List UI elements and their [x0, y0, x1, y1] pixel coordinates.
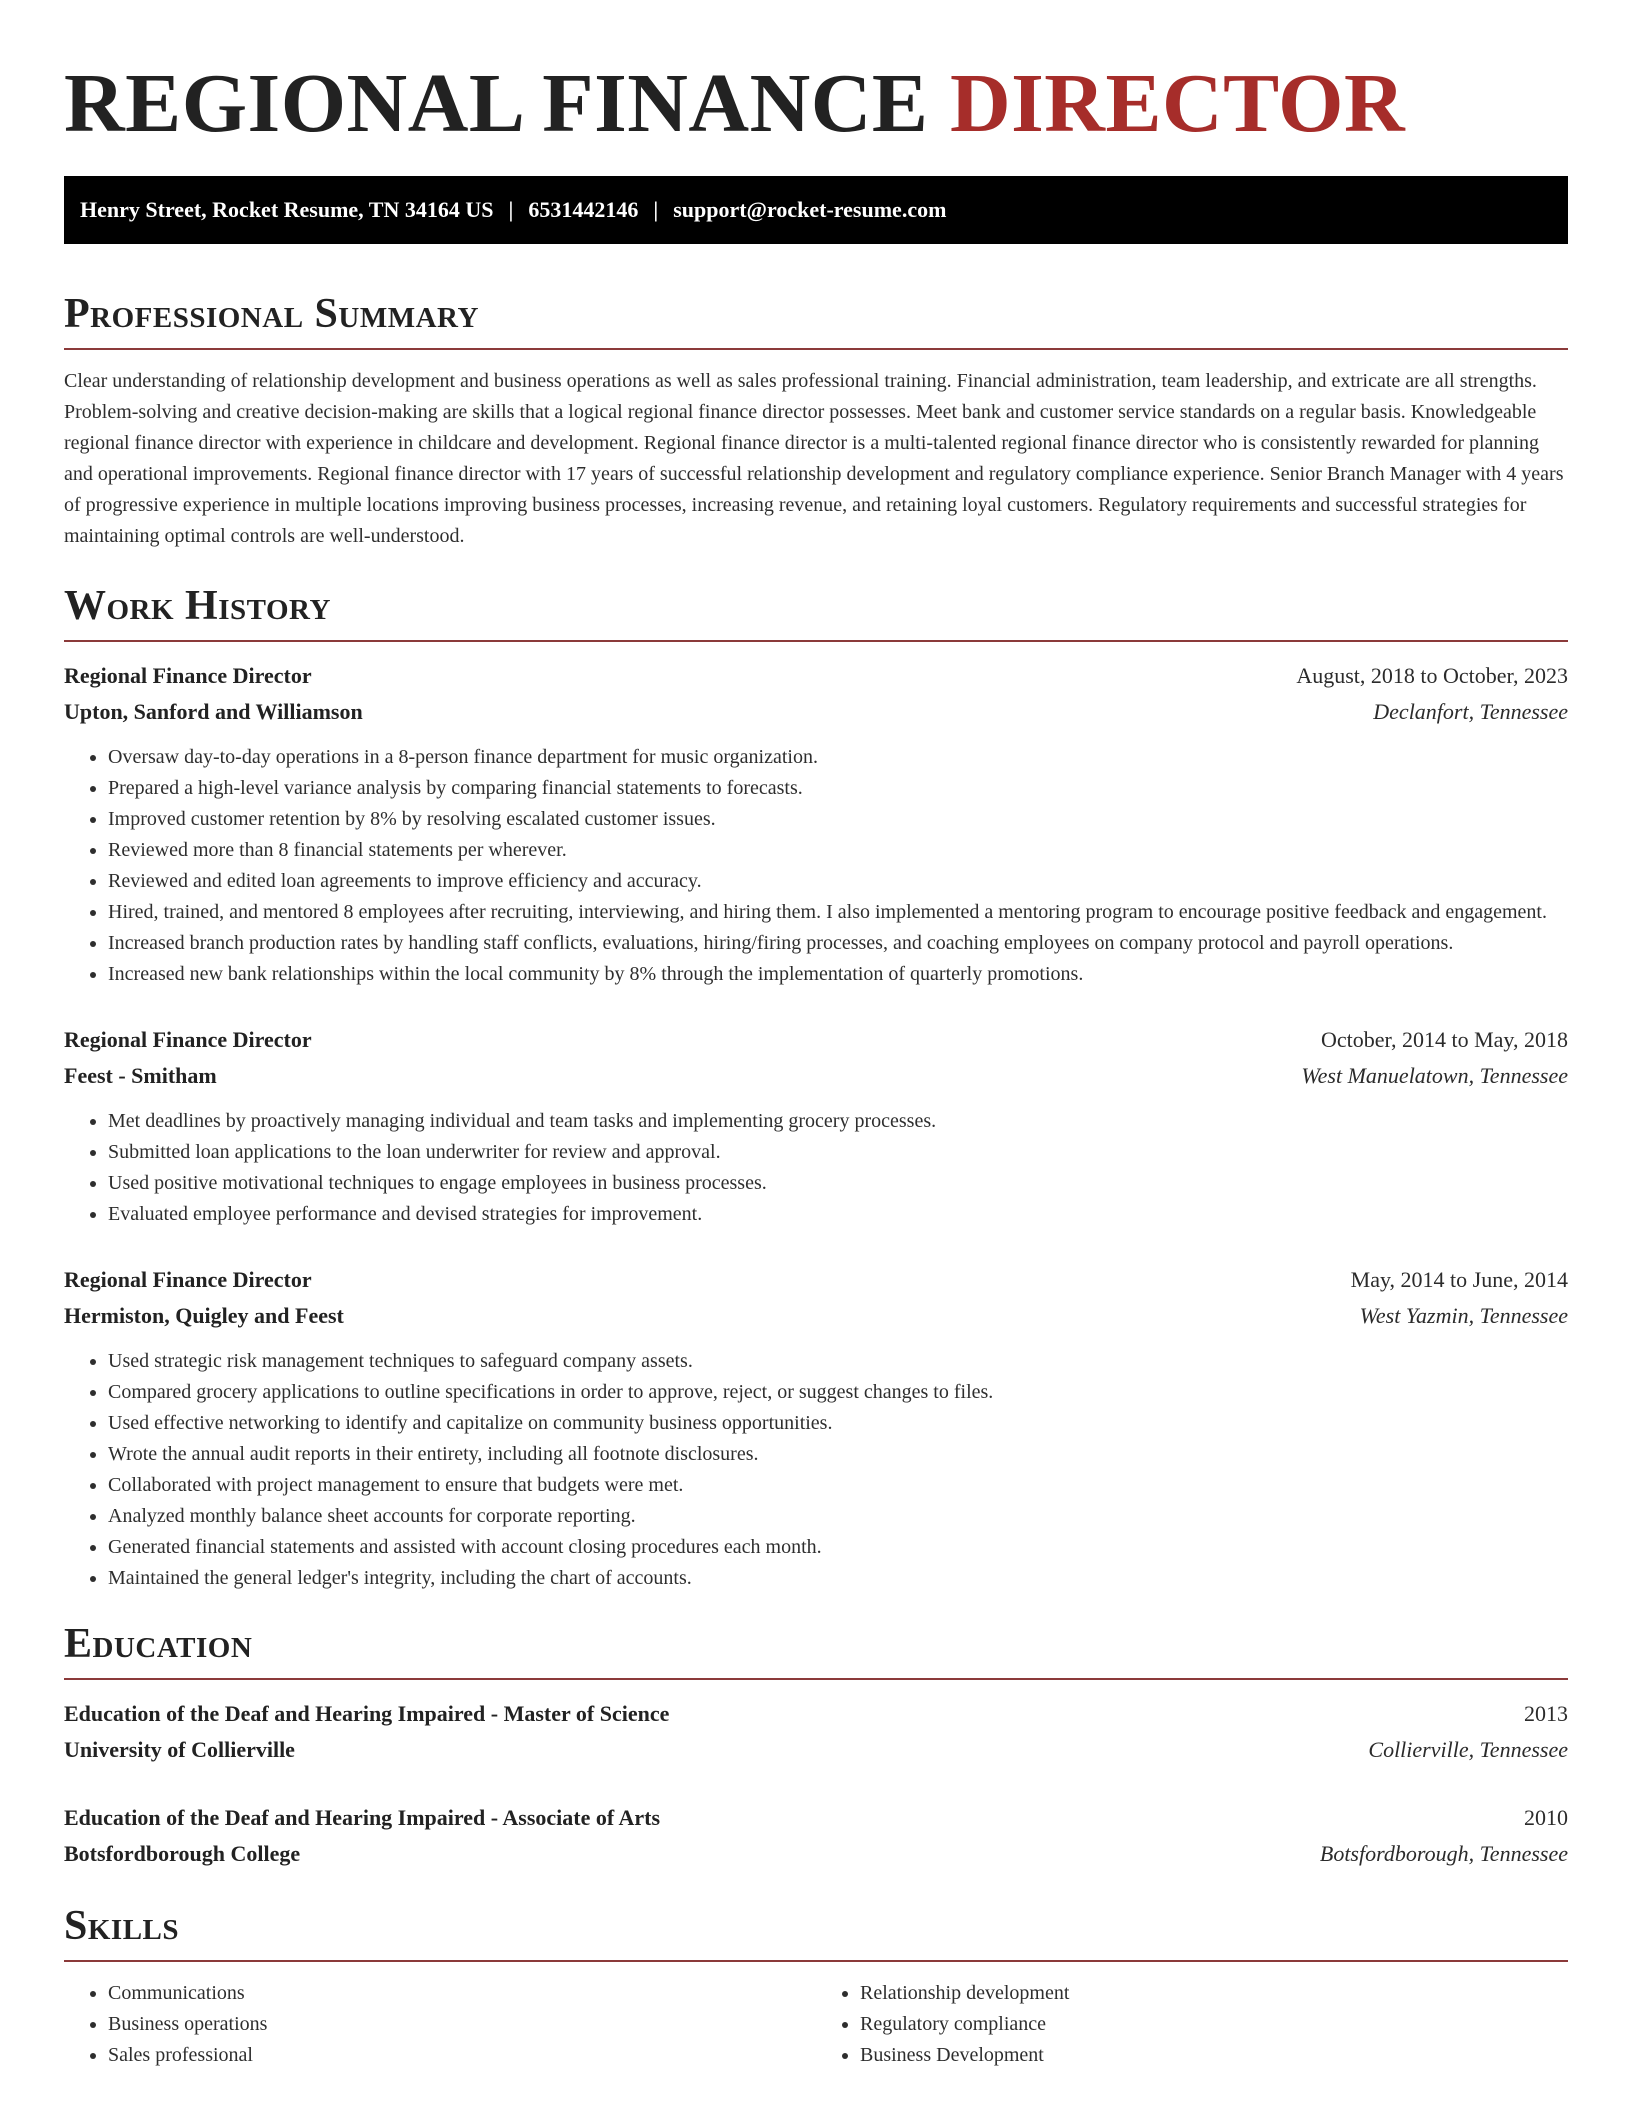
job-location: West Manuelatown, Tennessee	[1301, 1063, 1568, 1088]
resume-title	[64, 0, 1568, 176]
skills-column-left	[64, 1978, 816, 2071]
job-bullet: • Analyzed monthly balance sheet accounts for corporate reporting.	[108, 1501, 1568, 1532]
job-dates: May, 2014 to June, 2014	[1350, 1267, 1568, 1292]
skill-item: • Communications	[108, 1978, 816, 2009]
education-school: University of Collierville	[64, 1737, 295, 1762]
education-school: Botsfordborough College	[64, 1841, 301, 1866]
job-bullet: • Reviewed and edited loan agreements to improve efficiency and accuracy.	[108, 866, 1568, 897]
job-location: Declanfort, Tennessee	[1373, 699, 1568, 724]
job-bullet: • Reviewed more than 8 financial statements per wherever.	[108, 835, 1568, 866]
skill-item: • Business Development	[860, 2040, 1568, 2071]
job-bullet: • Collaborated with project management to ensure that budgets were met.	[108, 1470, 1568, 1501]
education-year: 2013	[1524, 1701, 1568, 1726]
job-company: Hermiston, Quigley and Feest	[64, 1303, 344, 1328]
skill-item: • Regulatory compliance	[860, 2009, 1568, 2040]
education-degree: Education of the Deaf and Hearing Impaired - Master of Science	[64, 1701, 670, 1726]
job-bullet: • Oversaw day-to-day operations in a 8-person finance department for music organization.	[108, 742, 1568, 773]
job-bullet: • Increased branch production rates by handling staff conflicts, evaluations, hiring/firing processes, and coaching employees on company protocol and payroll operations.	[108, 928, 1568, 959]
skill-item: • Business operations	[108, 2009, 816, 2040]
contact-address: Henry Street, Rocket Resume, TN 34164 US	[80, 197, 494, 222]
job-entry	[64, 658, 1568, 990]
job-title: Regional Finance Director	[64, 1267, 312, 1292]
job-bullet: • Met deadlines by proactively managing individual and team tasks and implementing grocery processes.	[108, 1106, 1568, 1137]
job-bullet: • Compared grocery applications to outline specifications in order to approve, reject, or suggest changes to files.	[108, 1377, 1568, 1408]
job-bullet: • Used effective networking to identify and capitalize on community business opportunities.	[108, 1408, 1568, 1439]
education-section	[64, 1618, 1568, 1872]
job-entry	[64, 1022, 1568, 1230]
job-bullet: • Generated financial statements and assisted with account closing procedures each month.	[108, 1532, 1568, 1563]
skills-section	[64, 1900, 1568, 2071]
job-company: Upton, Sanford and Williamson	[64, 699, 363, 724]
job-bullet: • Improved customer retention by 8% by resolving escalated customer issues.	[108, 804, 1568, 835]
job-company: Feest - Smitham	[64, 1063, 217, 1088]
job-bullet: • Prepared a high-level variance analysis by comparing financial statements to forecasts.	[108, 773, 1568, 804]
contact-separator: |	[508, 197, 514, 222]
work-history-section	[64, 580, 1568, 1594]
job-bullet: • Hired, trained, and mentored 8 employees after recruiting, interviewing, and hiring them. I also implemented a mentoring program to encourage positive feedback and engagement.	[108, 897, 1568, 928]
section-title-education: Education	[64, 1618, 1568, 1680]
education-location: Collierville, Tennessee	[1368, 1737, 1568, 1762]
job-title: Regional Finance Director	[64, 1027, 312, 1052]
job-location: West Yazmin, Tennessee	[1359, 1303, 1568, 1328]
job-bullet: • Used positive motivational techniques to engage employees in business processes.	[108, 1168, 1568, 1199]
job-dates: August, 2018 to October, 2023	[1296, 663, 1568, 688]
summary-section	[64, 288, 1568, 552]
section-title-summary: Professional Summary	[64, 288, 1568, 350]
skills-columns	[64, 1978, 1568, 2071]
job-bullets	[64, 1106, 1568, 1230]
contact-phone: 6531442146	[528, 197, 639, 222]
education-entry	[64, 1800, 1568, 1872]
job-bullet: • Increased new bank relationships within the local community by 8% through the implementation of quarterly promotions.	[108, 959, 1568, 990]
job-bullet: • Submitted loan applications to the loan underwriter for review and approval.	[108, 1137, 1568, 1168]
contact-separator: |	[653, 197, 659, 222]
education-degree: Education of the Deaf and Hearing Impaired - Associate of Arts	[64, 1805, 661, 1830]
skills-column-right	[816, 1978, 1568, 2071]
education-year: 2010	[1524, 1805, 1568, 1830]
job-bullets	[64, 1346, 1568, 1594]
section-title-work-history: Work History	[64, 580, 1568, 642]
title-main: REGIONAL FINANCE	[64, 57, 929, 150]
job-title: Regional Finance Director	[64, 663, 312, 688]
education-entry	[64, 1696, 1568, 1768]
title-accent: DIRECTOR	[949, 57, 1406, 150]
education-location: Botsfordborough, Tennessee	[1319, 1841, 1568, 1866]
skill-item: • Sales professional	[108, 2040, 816, 2071]
skill-item: • Relationship development	[860, 1978, 1568, 2009]
job-bullet: • Used strategic risk management techniques to safeguard company assets.	[108, 1346, 1568, 1377]
job-bullet: • Evaluated employee performance and devised strategies for improvement.	[108, 1199, 1568, 1230]
contact-bar	[64, 176, 1568, 244]
contact-email[interactable]: support@rocket-resume.com	[673, 197, 947, 222]
job-bullets	[64, 742, 1568, 990]
job-bullet: • Maintained the general ledger's integrity, including the chart of accounts.	[108, 1563, 1568, 1594]
section-title-skills: Skills	[64, 1900, 1568, 1962]
summary-text: Clear understanding of relationship development and business operations as well as sales professional training. Financial administration, team leadership, and extricate are all strengths. Problem-solving and creative decision-making are skills that a logical regional finance director possesses. Meet bank and customer service standards on a regular basis. Knowledgeable regional finance director with experience in childcare and development. Regional finance director is a multi-talented regional finance director who is consistently rewarded for planning and operational improvements. Regional finance director with 17 years of successful relationship development and regulatory compliance experience. Senior Branch Manager with 4 years of progressive experience in multiple locations improving business processes, increasing revenue, and retaining loyal customers. Regulatory requirements and successful strategies for maintaining optimal controls are well-understood.	[64, 370, 1564, 547]
job-bullet: • Wrote the annual audit reports in their entirety, including all footnote disclosures.	[108, 1439, 1568, 1470]
job-entry	[64, 1262, 1568, 1594]
job-dates: October, 2014 to May, 2018	[1321, 1027, 1568, 1052]
